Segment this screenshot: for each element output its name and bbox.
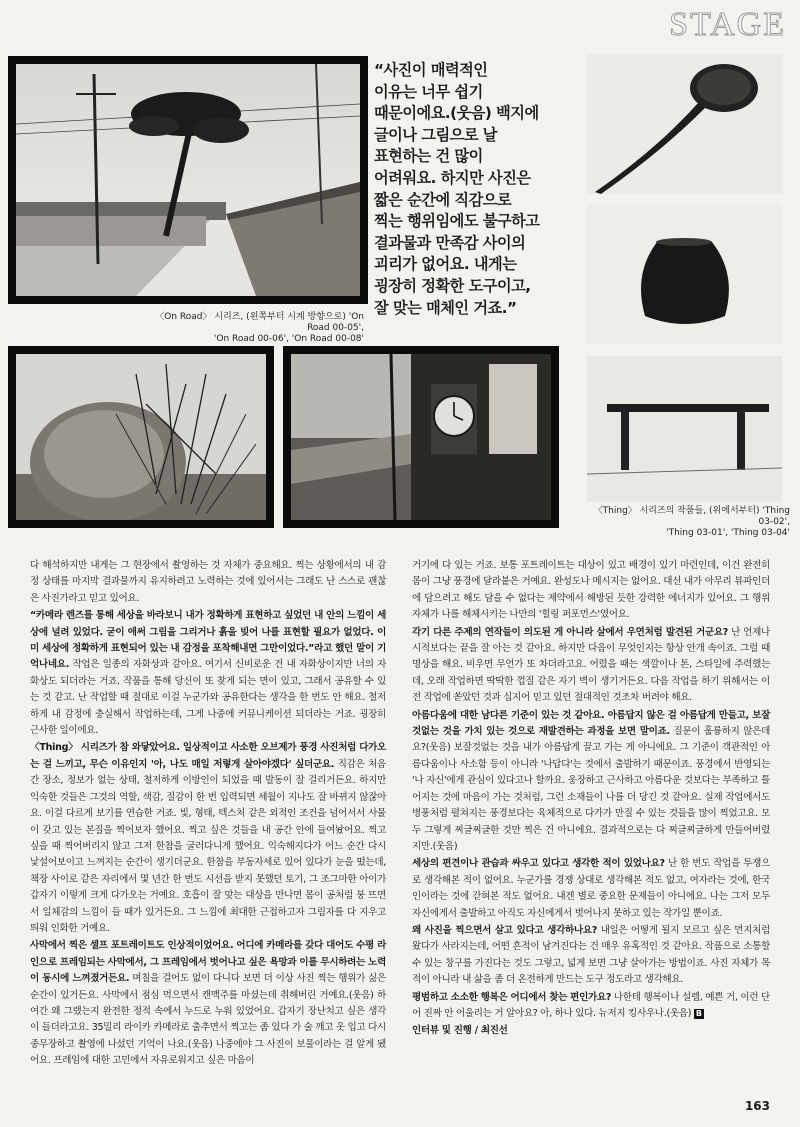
quote-line: 글이나 그림으로 날	[374, 125, 497, 144]
interview-answer: 거기에 다 있는 거죠. 보통 포트레이트는 대상이 있고 배경이 있기 마련인데, 이건 완전히 몸이 그냥 풍경에 달라붙은 거예요. 완성도나 메시지는 없어요. 대신 내가 아무리 뷰파인더에 담으려고 해도 담을 수 없다는 제약에서 해방된 듯한 강력한 에너지가 있어요. 그 행위 자체가 나를 해체시키는 나만의 '힐링 퍼포먼스'였어요.	[412, 560, 770, 621]
quote-line: 굉장히 정확한 도구이고,	[374, 276, 531, 295]
on-road-caption	[150, 312, 364, 345]
interview-question: 〈Thing〉 시리즈가 참 와닿았어요. 일상적이고 사소한 오브제가 풍경 사진처럼 다가오는 걸 느끼고, 무슨 이유인지 '아, 나도 매일 저렇게 살아야겠다' 싶더군요.	[30, 742, 386, 770]
photo-on-road-00-06	[283, 346, 559, 528]
article-paragraph	[412, 708, 770, 856]
quote-line: 때문이에요.(웃음) 백지에	[374, 104, 539, 123]
interview-question: 사막에서 찍은 셀프 포트레이트도 인상적이었어요. 어디에 카메라를 갖다 대어도 수평 라인으로 프레임되는 사막에서, 그 프레임에서 벗어나고 싶은 욕망과 이를 무시하려는 노력이 동시에 느껴졌거든요.	[30, 940, 386, 985]
interview-question: 왜 사진을 찍으면서 살고 있다고 생각하나요?	[412, 924, 598, 936]
interview-question: “카메라 렌즈를 통해 세상을 바라보니 내가 정확하게 표현하고 싶었던 내 안의 느낌이 세상에 널려 있었다. 굳이 애써 그림을 그리거나 흙을 빚어 나를 표현할 필요가 없었다. 이미 세상에 정확하게 표현되어 있는 내 감정을 포착해내면 그만이었다.”라고 했던 말이 기억나네요.	[30, 610, 386, 671]
article-paragraph	[30, 740, 386, 937]
spoon-image	[587, 54, 782, 194]
page-number: 163	[744, 1099, 770, 1113]
interview-answer: 내일은 어떻게 될지 모르고 싶은 먼지처럼 왔다가 사라지는데, 어떤 흔적이 남겨진다는 건 매우 유혹적인 것 같아요. 작품으로 소통할 수 있는 창구를 가진다는 것도 그렇고, 넓게 보면 그냥 살아가는 방법이죠. 사진 자체가 목적이 아니라 내 삶을 좀 더 온전하게 만드는 도구 정도라고 생각해요.	[412, 924, 770, 986]
quote-line: 잘 맞는 매체인 거죠.”	[374, 298, 517, 317]
article-paragraph	[412, 856, 770, 922]
interview-answer: 나한테 행복이나 설렘, 예쁜 거, 이런 단어 진짜 안 어울리는 거 알아요? 아, 하나 있다. 뉴저지 킹사우나.(웃음)	[412, 991, 770, 1019]
interview-answer: 작업은 일종의 자화상과 같아요. 여기서 신비로운 건 내 자화상이지만 너의 자화상도 되더라는 거죠. 작품을 통해 당신이 또 찾게 되는 면이 있고, 그래서 공유할 수 있는 것 같고. 난 작업할 때 절대로 이걸 누군가와 공유한다는 생각을 한 번도 안 해요. 철저하게 내 감정에 충실해서 작업하는데, 그게 나중에 커뮤니케이션 되더라는 거죠. 굉장히 근사한 일이에요.	[30, 659, 386, 737]
photo-on-road-00-05	[8, 56, 368, 304]
interview-question: 아름다움에 대한 남다른 기준이 있는 것 같아요. 아름답지 않은 걸 아름답게 만들고, 보잘것없는 것을 가치 있는 것으로 재발견하는 과정을 보면 말이죠.	[412, 709, 770, 738]
credit-line: 인터뷰 및 진행 / 최진선	[412, 1025, 508, 1037]
quote-line: 어려워요. 하지만 사진은	[374, 168, 531, 187]
interview-answer: 직감은 처음 간 장소, 정보가 없는 상태, 철저하게 이방인이 되었을 때 발동이 잘 걸리거든요. 하지만 익숙한 것들은 그것의 역할, 색감, 질감이 한 번 입력되면 세월이 지나도 잘 바뀌지 않잖아요. 이걸 다르게 보기를 연습한 거죠. 빛, 형태, 텍스처 같은 외적인 조건을 넘어서서 사물이 갖고 있는 본질을 찍어보자 했어요. 찍고 싶은 것들을 내 공간 안에 들여놨어요. 찍고 싶을 때 찍어버리지 않고 그저 한참을 굴러다니게 했어요. 익숙해지다가 어느 순간 다시 낯설어보이고 느껴지는 순간이 생기더군요. 한참을 부동자세로 있어 있다가 눈을 떴는데, 책장 사이로 같은 자리에서 몇 년간 한 번도 시선을 받지 못했던 토기, 그 조그마한 아이가 갑자기 이렇게 크게 다가오는 거예요. 호흡이 잘 맞는 대상을 만나면 몸이 공처럼 붕 뜨면서 일체감의 느낌이 들 때가 있거든요. 그 느낌에 최대한 근접하고자 그림자를 다 지우고 띄워 인화한 거예요.	[30, 758, 386, 934]
interview-answer: 난 한 번도 작업을 투쟁으로 생각해본 적이 없어요. 누군가를 경쟁 상대로 생각해본 적도 없고, 여자라는 것에, 한국인이라는 것에 갇혀본 적도 없어요. 내겐 별로 중요한 문제들이 아니에요. 나는 그저 모두 자신에게서 출발하고 아직도 자신에게서 벗어나지 못하고 있는 작가일 뿐이죠.	[412, 858, 770, 919]
quote-line: “사진이 매력적인	[374, 61, 488, 79]
interview-question: 세상의 편견이나 관습과 싸우고 있다고 생각한 적이 있었나요?	[412, 858, 665, 870]
quote-line: 짧은 순간에 직감으로	[374, 190, 512, 209]
interview-answer: 질문이 훌륭하지 않은데요?(웃음) 보잘것없는 것을 내가 아름답게 끌고 가는 게 아니에요. 그 기준이 객관적인 아름다움이나 사소함 등이 아니라 '나답다'는 것에서 출발하기 때문이죠. 풍경에서 반영되는 '나 자신'에게 관심이 있다고나 할까요. 웅장하고 근사하고 아름다운 것보다는 부족하고 틀어지는 것에 마음이 가는 것처럼, 그런 소재들이 나를 더 당긴 것 같아요. 실제 작업에서도 병풍처럼 펼쳐지는 풍경보다는 육체적으로 다가가 만질 수 있는 것들을 많이 찍었고요. 모두 그렇게 찌글찌글한 것만 찍은 건 아니에요. 결과적으로는 다 찌글찌글하게 만들어버렸지만.(웃음)	[412, 726, 770, 852]
quote-line: 표현하는 건 많이	[374, 147, 483, 166]
interview-answer: 난 언제나 시적보다는 끝을 잘 아는 것 같아요. 하지만 다음이 무엇인지는 항상 안개 속이죠. 그럴 때 명상을 해요. 비우면 무언가 또 차더라고요. 어렸을 때는 색깔이나 톤, 스타일에 주력했는데, 오래 작업하면 딱딱한 껍질 같은 자기 벽이 생기거든요. 다음 작업을 하기 위해서는 이전 작업에 쏟았던 것과 십지어 믿고 있던 절대적인 것조차 버려야 해요.	[412, 626, 770, 704]
caption-line: 〈On Road〉 시리즈, (왼쪽부터 시계 방향으로) 'On Road 00-05',	[155, 312, 364, 333]
photo-on-road-00-08	[8, 346, 274, 528]
article-column-left	[30, 558, 386, 1071]
quote-line: 결과물과 만족감 사이의	[374, 233, 526, 252]
article-column-right	[412, 558, 770, 1041]
interview-answer: 다 해석하지만 내게는 그 현장에서 촬영하는 것 자체가 중요해요. 찍는 상황에서의 내 감정 상태를 마지막 결과물까지 유지하려고 노력하는 것에 있어서는 그래도 난 스스로 괜찮은 사진가라고 믿고 있어요.	[30, 560, 386, 604]
article-paragraph	[412, 625, 770, 707]
article-paragraph	[412, 923, 770, 989]
interview-question: 각기 다른 주제의 연작들이 의도된 게 아니라 살에서 우연처럼 발견된 거군요?	[412, 626, 729, 638]
interview-question: 평범하고 소소한 행복은 어디에서 찾는 편인가요?	[412, 991, 612, 1003]
quote-line: 찍는 행위임에도 불구하고	[374, 212, 540, 231]
article-paragraph	[30, 558, 386, 607]
caption-line: 'On Road 00-06', 'On Road 00-08'	[213, 334, 364, 344]
stool-image	[587, 356, 782, 502]
thing-caption	[580, 506, 790, 539]
quote-line: 괴리가 없어요. 내게는	[374, 255, 517, 274]
photo-road-tree-image	[16, 64, 360, 296]
caption-line: 'Thing 03-01', 'Thing 03-04'	[666, 528, 790, 538]
end-mark: B	[695, 1008, 702, 1018]
article-paragraph	[412, 990, 770, 1023]
rock-image	[16, 354, 266, 520]
photo-thing-03-02	[587, 54, 782, 194]
pull-quote	[374, 60, 574, 319]
photo-thing-03-01	[587, 204, 782, 344]
clock-street-image	[291, 354, 551, 520]
caption-line: 〈Thing〉 시리즈의 작품들, (위에서부터) 'Thing 03-02',	[593, 506, 790, 527]
article-paragraph	[30, 938, 386, 1069]
pot-image	[587, 204, 782, 344]
interview-answer: 며칠을 걸어도 없이 다니다 보면 더 이상 사진 찍는 행위가 싫은 순간이 있거든요. 사막에서 점심 먹으면서 캔맥주를 마셨는데 취해버린 거예요.(웃음) 하여간 왜 그랬는지 완전한 정적 속에서 누드로 누워 있었어요. 갑자기 장난치고 싶은 생각이 들더라고요. 35밀리 라이카 카메라로 출추면서 찍고는 좀 있다 가 술 깨고 옷 입고 다시 중무장하고 촬영에 나섰던 기억이 나요.(웃음) 나중에야 그 사진이 보물이라는 걸 알게 됐어요. 프레임에 대한 고민에서 자유로워지고 싶은 마음이	[30, 973, 386, 1067]
quote-line: 이유는 너무 쉽기	[374, 82, 483, 101]
article-paragraph	[412, 558, 770, 624]
photo-thing-03-04	[587, 356, 782, 502]
article-paragraph	[30, 608, 386, 739]
section-label: STAGE	[669, 6, 786, 43]
